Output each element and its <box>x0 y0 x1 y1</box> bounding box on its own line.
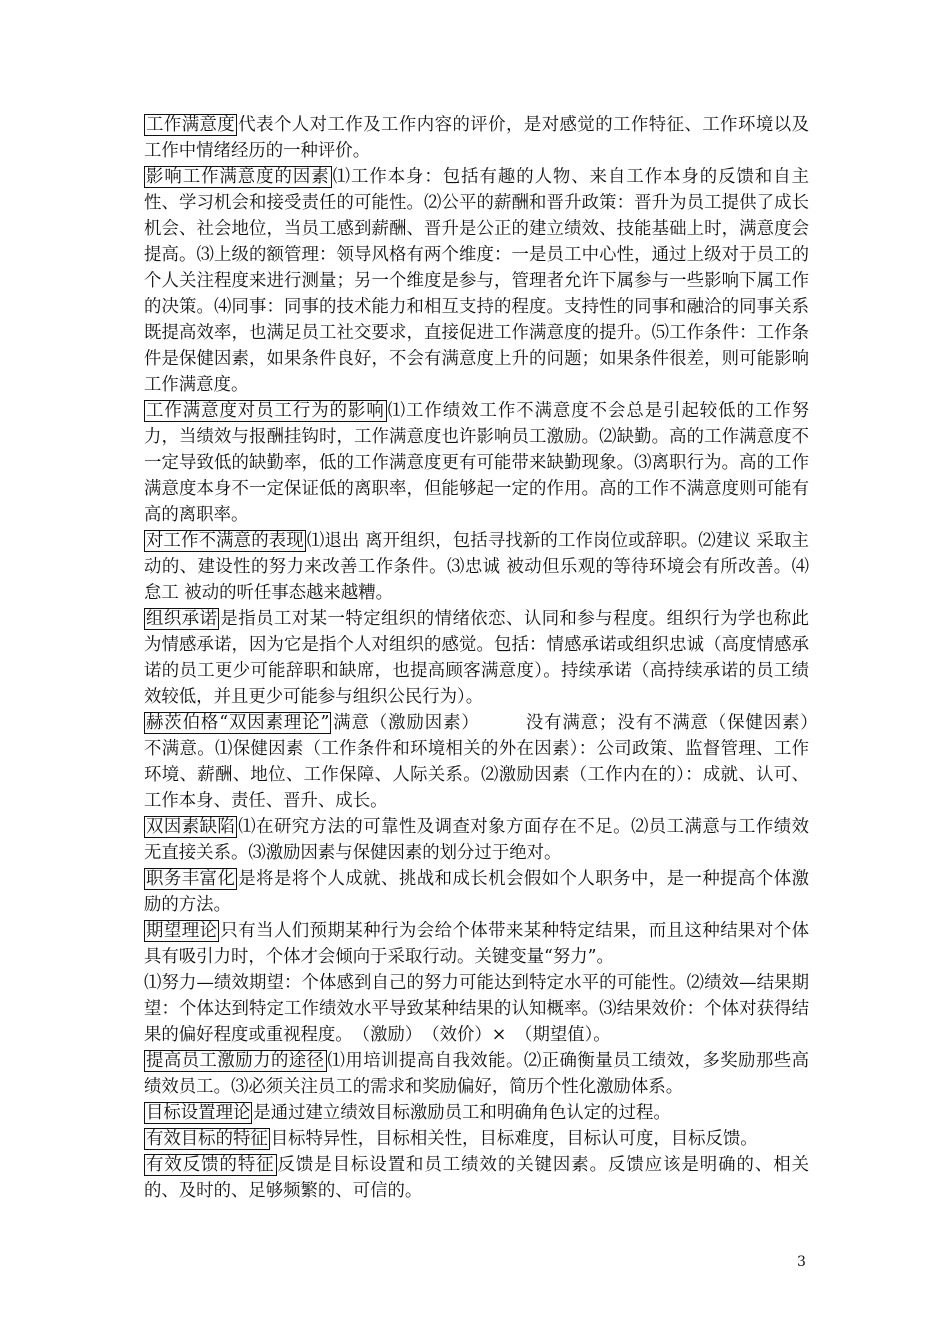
paragraph-expectancy-theory <box>144 918 809 970</box>
paragraph-text: 是将是将个人成就、挑战和成长机会假如个人职务中，是一种提高个体激励的方法。 <box>144 869 809 915</box>
paragraph-goal-setting <box>144 1100 809 1126</box>
paragraph-text: 是指员工对某一特定组织的情绪依恋、认同和参与程度。组织行为学也称此为情感承诺，因为它是指个人对组织的感觉。包括：情感承诺或组织忠诚（高度情感承诺的员工更少可能辞职和缺席，也提高顾客满意度）。持续承诺（高持续承诺的员工绩效较低，并且更少可能参与组织公民行为）。 <box>144 609 809 707</box>
paragraph-expectancy-details <box>144 970 809 1048</box>
paragraph-effective-feedback <box>144 1152 809 1204</box>
term-box: 双因素缺陷 <box>146 817 236 837</box>
paragraph-two-factor <box>144 710 844 814</box>
paragraph-text: 目标特异性，目标相关性，目标难度，目标认可度，目标反馈。 <box>270 1129 758 1149</box>
paragraph-text: ⑴努力—绩效期望：个体感到自己的努力可能达到特定水平的可能性。⑵绩效—结果期望：个体达到特定工作绩效水平导致某种结果的认知概率。⑶结果效价：个体对获得结果的偏好程度或重视程度。 （激励） （效价）× （期望值）。 <box>144 973 809 1045</box>
term-box: 对工作不满意的表现 <box>146 531 304 551</box>
term-box: 赫茨伯格“双因素理论” <box>146 713 330 733</box>
paragraph-text: ⑴退出 离开组织，包括寻找新的工作岗位或辞职。⑵建议 采取主动的、建设性的努力来改善工作条件。⑶忠诚 被动但乐观的等待环境会有所改善。⑷怠工 被动的听任事态越来越糟。 <box>144 531 809 603</box>
paragraph-dissatisfaction <box>144 528 809 606</box>
paragraph-text: 代表个人对工作及工作内容的评价，是对感觉的工作特征、工作环境以及工作中情绪经历的一种评价。 <box>144 115 809 161</box>
page-number: 3 <box>797 1254 806 1270</box>
paragraph-text: ⑴用培训提高自我效能。⑵正确衡量员工绩效，多奖励那些高绩效员工。⑶必须关注员工的需求和奖励偏好，简历个性化激励体系。 <box>144 1051 809 1097</box>
paragraph-effective-goals <box>144 1126 809 1152</box>
paragraph-text: 只有当人们预期某种行为会给个体带来某种特定结果，而且这种结果对个体具有吸引力时，个体才会倾向于采取行动。关键变量“努力”。 <box>144 921 809 967</box>
term-box: 提高员工激励力的途径 <box>146 1051 325 1071</box>
term-box: 职务丰富化 <box>146 869 236 889</box>
term-box: 有效目标的特征 <box>146 1129 268 1149</box>
paragraph-text: ⑴工作绩效工作不满意度不会总是引起较低的工作努力，当绩效与报酬挂钩时，工作满意度也许影响员工激励。⑵缺勤。高的工作满意度不一定导致低的缺勤率，低的工作满意度更有可能带来缺勤现象。⑶离职行为。高的工作满意度本身不一定保证低的离职率，但能够起一定的作用。高的工作不满意度则可能有高的离职率。 <box>144 401 809 525</box>
paragraph-text: ⑴工作本身：包括有趣的人物、来自工作本身的反馈和自主性、学习机会和接受责任的可能性。⑵公平的薪酬和晋升政策：晋升为员工提供了成长机会、社会地位，当员工感到薪酬、晋升是公正的建立绩效、技能基础上时，满意度会提高。⑶上级的额管理：领导风格有两个维度：一是员工中心性，通过上级对于员工的个人关注程度来进行测量；另一个维度是参与，管理者允许下属参与一些影响下属工作的决策。⑷同事：同事的技术能力和相互支持的程度。支持性的同事和融洽的同事关系既提高效率，也满足员工社交要求，直接促进工作满意度的提升。⑸工作条件：工作条件是保健因素，如果条件良好，不会有满意度上升的问题；如果条件很差，则可能影响工作满意度。 <box>144 167 809 395</box>
paragraph-satisfaction-factors <box>144 164 809 398</box>
term-box: 工作满意度 <box>146 115 236 135</box>
paragraph-text: 是通过建立绩效目标激励员工和明确角色认定的过程。 <box>253 1103 671 1123</box>
paragraph-text: 满意（激励因素） 没有满意；没有不满意（保健因素） 不满意。⑴保健因素（工作条件和环境相关的外在因素）：公司政策、监督管理、工作环境、薪酬、地位、工作保障、人际关系。⑵激励因素（工作内在的）：成就、认可、工作本身、责任、晋升、成长。 <box>144 713 844 811</box>
paragraph-two-factor-flaws <box>144 814 809 866</box>
paragraph-motivation-methods <box>144 1048 809 1100</box>
document-body <box>144 112 844 1204</box>
paragraph-job-satisfaction <box>144 112 809 164</box>
paragraph-text: 反馈是目标设置和员工绩效的关键因素。反馈应该是明确的、相关的、及时的、足够频繁的、可信的。 <box>144 1155 809 1201</box>
term-box: 目标设置理论 <box>146 1103 251 1123</box>
term-box: 组织承诺 <box>146 609 218 629</box>
paragraph-org-commitment <box>144 606 809 710</box>
paragraph-text: ⑴在研究方法的可靠性及调查对象方面存在不足。⑵员工满意与工作绩效无直接关系。⑶激励因素与保健因素的划分过于绝对。 <box>144 817 809 863</box>
term-box: 有效反馈的特征 <box>146 1155 275 1175</box>
paragraph-job-enrichment <box>144 866 809 918</box>
paragraph-satisfaction-effects <box>144 398 809 528</box>
term-box: 影响工作满意度的因素 <box>146 167 330 187</box>
term-box: 工作满意度对员工行为的影响 <box>146 401 385 421</box>
term-box: 期望理论 <box>146 921 218 941</box>
